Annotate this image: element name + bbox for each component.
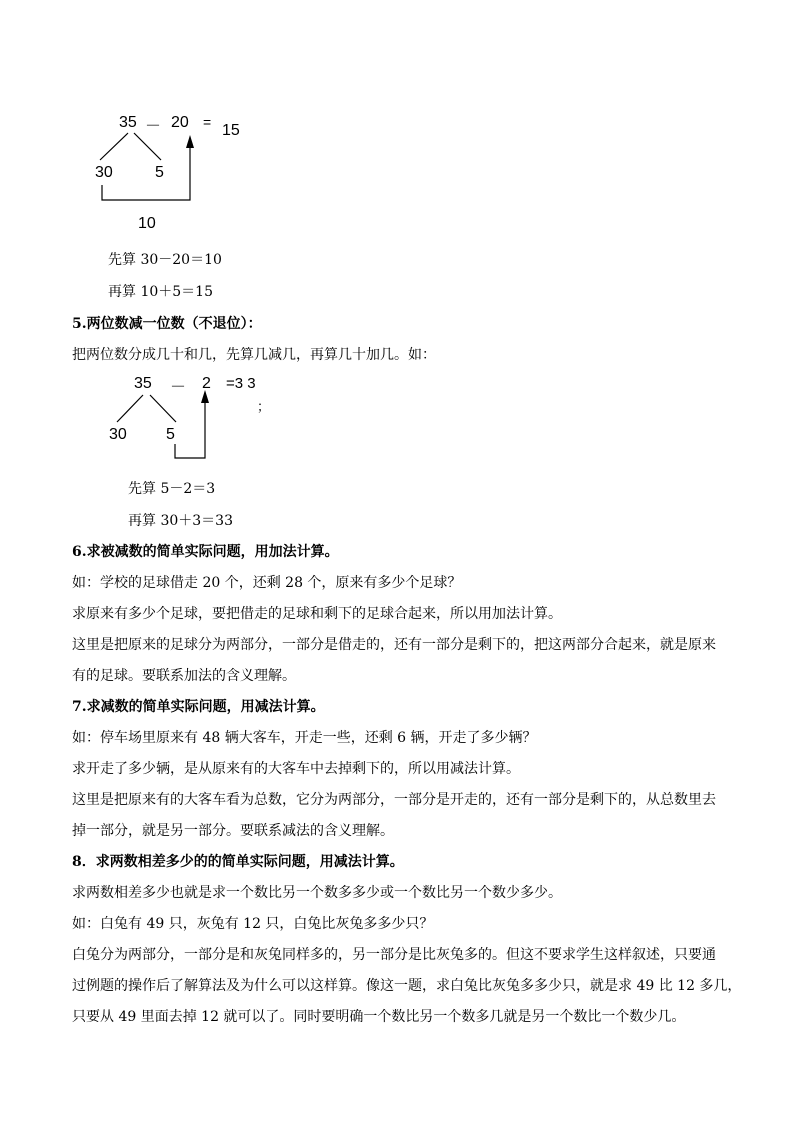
diagram-2-tens-part: 30: [109, 426, 127, 443]
diagram-1-minuend: 35: [119, 114, 137, 131]
diagram-2-mark: ；: [257, 400, 271, 415]
diagram-1-operator: －: [145, 118, 162, 135]
diagram-1-tens-part: 30: [95, 164, 113, 181]
section-7-paragraph-2-line-1: 这里是把原来有的大客车看为总数，它分为两部分，一部分是开走的，还有一部分是剩下的，从总数里去: [72, 792, 716, 808]
section-8-heading: 8．求两数相差多少的的简单实际问题，用减法计算。: [72, 854, 404, 870]
section-8-paragraph-2-line-1: 白兔分为两部分，一部分是和灰兔同样多的，另一部分是比灰兔多的。但这不要求学生这样叙述，只要通: [72, 947, 716, 963]
section-8-paragraph-2-line-3: 只要从 49 里面去掉 12 就可以了。同时要明确一个数比另一个数多几就是另一个数比一个数少几。: [72, 1009, 686, 1025]
diagram-2-minuend: 35: [134, 375, 152, 392]
diagram-1-equals: =: [203, 114, 212, 130]
diagram-1-step-1: 先算 30－20＝10: [108, 252, 222, 268]
section-6-heading: 6.求被减数的简单实际问题，用加法计算。: [72, 544, 339, 560]
section-5-heading: 5.两位数减一位数（不退位）：: [72, 316, 262, 332]
section-6-paragraph-2-line-2: 有的足球。要联系加法的含义理解。: [72, 668, 296, 684]
diagram-1-result: 15: [222, 122, 240, 139]
diagram-2-equals-result: =3 3: [226, 375, 256, 392]
diagram-1-ones-part: 5: [155, 164, 164, 181]
diagram-2-subtrahend: 2: [202, 375, 211, 392]
section-7-heading: 7.求减数的简单实际问题，用减法计算。: [72, 699, 325, 715]
section-6-example: 如：学校的足球借走 20 个，还剩 28 个，原来有多少个足球？: [72, 575, 462, 591]
section-7-example: 如：停车场里原来有 48 辆大客车，开走一些，还剩 6 辆，开走了多少辆？: [72, 730, 537, 746]
section-5-intro: 把两位数分成几十和几，先算几减几，再算几十加几。如：: [72, 347, 436, 363]
section-8-paragraph-1: 求两数相差多少也就是求一个数比另一个数多多少或一个数比另一个数少多少。: [72, 885, 562, 901]
section-8-example: 如：白兔有 49 只，灰兔有 12 只，白兔比灰兔多多少只？: [72, 916, 434, 932]
diagram-1-subtrahend: 20: [171, 114, 189, 131]
section-8-paragraph-2-line-2: 过例题的操作后了解算法及为什么可以这样算。像这一题，求白兔比灰兔多多少只，就是求 49 比 12 多几，: [72, 978, 742, 994]
section-6-paragraph-2-line-1: 这里是把原来的足球分为两部分，一部分是借走的，还有一部分是剩下的，把这两部分合起来，就是原来: [72, 637, 716, 653]
diagram-2-step-1: 先算 5－2＝3: [128, 481, 216, 497]
diagram-2-step-2: 再算 30＋3＝33: [128, 513, 233, 529]
section-6-paragraph-1: 求原来有多少个足球，要把借走的足球和剩下的足球合起来，所以用加法计算。: [72, 606, 562, 622]
section-7-paragraph-2-line-2: 掉一部分，就是另一部分。要联系减法的含义理解。: [72, 823, 394, 839]
diagram-2-ones-part: 5: [166, 426, 175, 443]
diagram-1-intermediate: 10: [138, 215, 156, 232]
diagram-2-operator: －: [170, 379, 187, 396]
diagram-1-step-2: 再算 10＋5＝15: [108, 284, 213, 300]
section-7-paragraph-1: 求开走了多少辆，是从原来有的大客车中去掉剩下的，所以用减法计算。: [72, 761, 520, 777]
